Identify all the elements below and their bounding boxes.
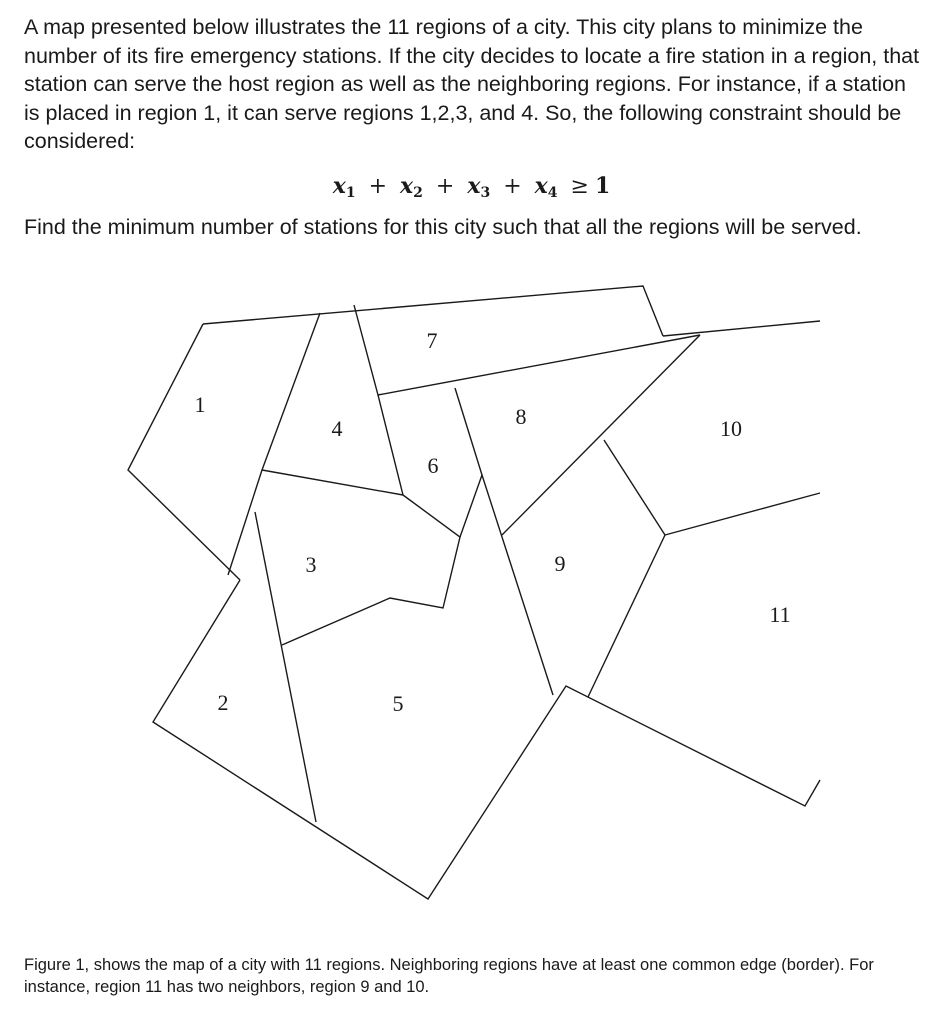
region-border [153,580,820,899]
region-border [482,475,553,695]
plus-sign: + [435,174,455,199]
question-text: Find the minimum number of stations for this city such that all the regions will be served. [24,215,862,239]
region-label-1: 1 [194,392,206,417]
region-border [378,395,403,495]
region-label-8: 8 [515,404,527,429]
plus-sign: + [503,174,522,199]
region-borders [128,286,820,899]
region-label-4: 4 [331,416,343,441]
region-border [262,470,403,495]
figure-caption: Figure 1, shows the map of a city with 11 regions. Neighboring regions have at least one common edge (border). For instance, region 11 has two neighbors, region 9 and 10. [24,956,874,996]
region-label-5: 5 [392,691,404,716]
constraint-var: x [400,173,414,199]
region-border [455,388,482,537]
region-label-10: 10 [720,416,742,441]
region-label-11: 11 [769,602,791,627]
constraint-var: x [534,173,548,199]
region-border [588,535,665,697]
region-border [665,493,820,535]
constraint-subscript: 2 [413,185,423,201]
region-border [228,313,320,575]
geq-sign: ≥ [570,174,589,199]
region-label-2: 2 [217,690,229,715]
region-border [354,305,700,395]
region-border [502,335,700,535]
region-border [604,440,665,535]
constraint-rhs: 1 [594,173,611,199]
problem-statement: A map presented below illustrates the 11 regions of a city. This city plans to minimize the number of its fire emergency stations. If the city decides to locate a fire station in a region, that station can serve the host region as well as the neighboring regions. For instance, if a station is placed in region 1, it can serve regions 1,2,3, and 4. So, the following constraint should be considered: [24,15,920,153]
constraint-subscript: 3 [480,185,491,201]
region-label-9: 9 [554,551,566,576]
constraint-var: x [467,173,481,199]
plus-sign: + [368,174,388,199]
region-border [128,324,240,580]
region-border [663,321,820,336]
constraint-var: x [332,173,346,199]
region-label-6: 6 [427,453,439,478]
constraint-subscript: 1 [345,185,356,201]
constraint-subscript: 4 [547,185,558,201]
region-label-7: 7 [426,328,438,353]
region-label-3: 3 [305,552,317,577]
